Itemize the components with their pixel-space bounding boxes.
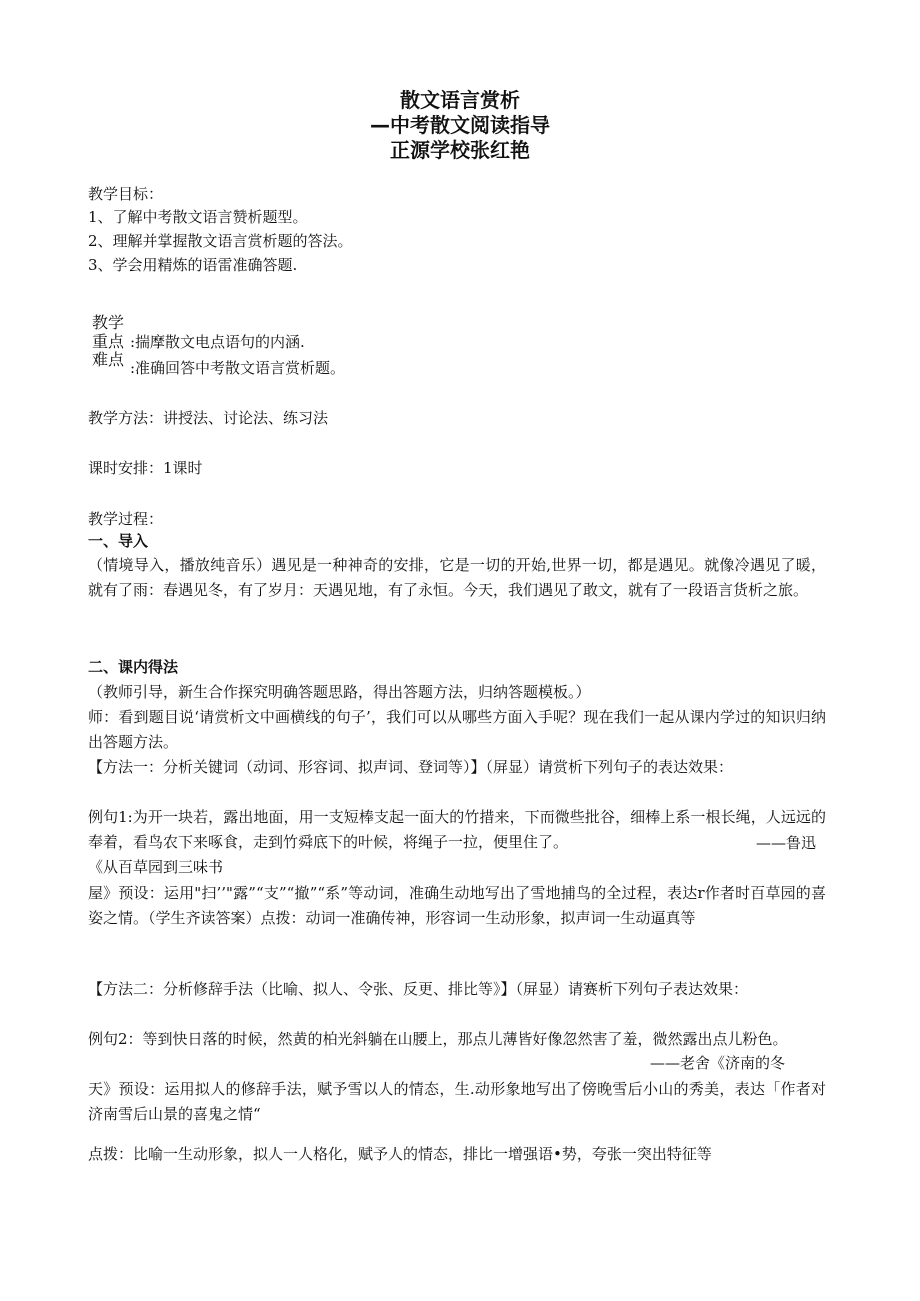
doc-subtitle: —中考散文阅读指导 [370,113,550,137]
teaching-method: 教学方法：讲授法、讨论法、练习法 [88,409,329,427]
objective-item-3: 3、学会用精炼的语雷准确答题. [88,256,298,274]
example2-preset: 天》预设：运用拟人的修辞手法，赋予雪以人的情态，生.动形象地写出了傍晚雪后小山的秀美，表达「作者对济南雪后山景的喜鬼之情“ [88,1080,826,1123]
section2-heading: 二、课内得法 [88,658,179,676]
section2-teacher: 师：看到题目说‘请赏析文中画横线的句子’，我们可以从哪些方面入手呢？现在我们一起从课内学过的知识归纳出答题方法。 [88,708,826,751]
method-tip: 点拨：比喻一生动形象，拟人一人格化，赋予人的情态，排比一增强语•势，夸张一突出特征等 [88,1145,712,1163]
objectives-label: 教学目标： [88,185,164,203]
section1-heading: 一、导入 [88,532,149,550]
example1-text: 例句1:为开一块若，露出地面，用一支短棒支起一面大的竹措来，下而微些批谷，细棒上系一根长绳，人远远的奉着，看鸟农下来啄食，走到竹舜底下的叶候，将绳子一拉，便里住了。 [88,808,826,851]
example1-book: 《从百草园到三味书 [88,858,224,876]
keypoints-zhongdian: 重点 [92,332,125,351]
example1-preset: 屋》预设：运用"扫’’"露”“支”“撤”“系”等动词，准确生动地写出了雪地捕鸟的全过程，表达r作者时百草园的喜姿之情。（学生齐读答案）点拨：动词一准确传神，形容词一生动形象，拟声词一生动逼真等 [88,884,826,927]
doc-author: 正源学校张红艳 [390,138,530,162]
keypoints-label: 教学 [92,313,125,332]
method2-title: 【方法二：分析修辞手法（比喻、拟人、令张、反更、排比等》】（屏显）请赛析下列句子表达效果： [88,980,749,998]
method1-title: 【方法一：分析关键词（动词、形容词、拟声词、登词等）】（屏显）请赏析下列句子的表达效果： [88,758,734,776]
example2-cite: ——老舍《济南的冬 [650,1054,786,1072]
keypoints-nandian-text: :准确回答中考散文语言赏析题。 [130,359,346,377]
keypoints-nandian: 难点 [92,350,125,369]
objective-item-2: 2、理解并掌握散文语言赏析题的答法。 [88,232,353,250]
keypoints-zhongdian-text: :揣摩散文电点语句的内涵. [130,333,305,351]
example1-cite: ——鲁迅 [756,834,817,852]
objective-item-1: 1、了解中考散文语言赞析题型。 [88,208,308,226]
section1-text: （情境导入，播放纯音乐）遇见是一种神奇的安排，它是一切的开始,世界一切，都是遇见。就像冷遇见了暖，就有了雨：春遇见冬，有了岁月：天遇见地，有了永恒。今天，我们遇见了敢文，就有了一段语言货析之旅。 [88,556,826,599]
process-label: 教学过程： [88,510,164,528]
lesson-schedule: 课时安排：1课时 [88,459,203,477]
section2-intro: （教师引导，新生合作探究明确答题思路，得出答题方法，归纳答题模板。） [88,683,591,701]
doc-title: 散文语言赏析 [400,88,520,112]
example2-text: 例句2：等到快日落的时候，然黄的柏光斜躺在山腰上，那点儿薄皆好像忽然害了羞，微然露出点儿粉色。 [88,1030,788,1048]
